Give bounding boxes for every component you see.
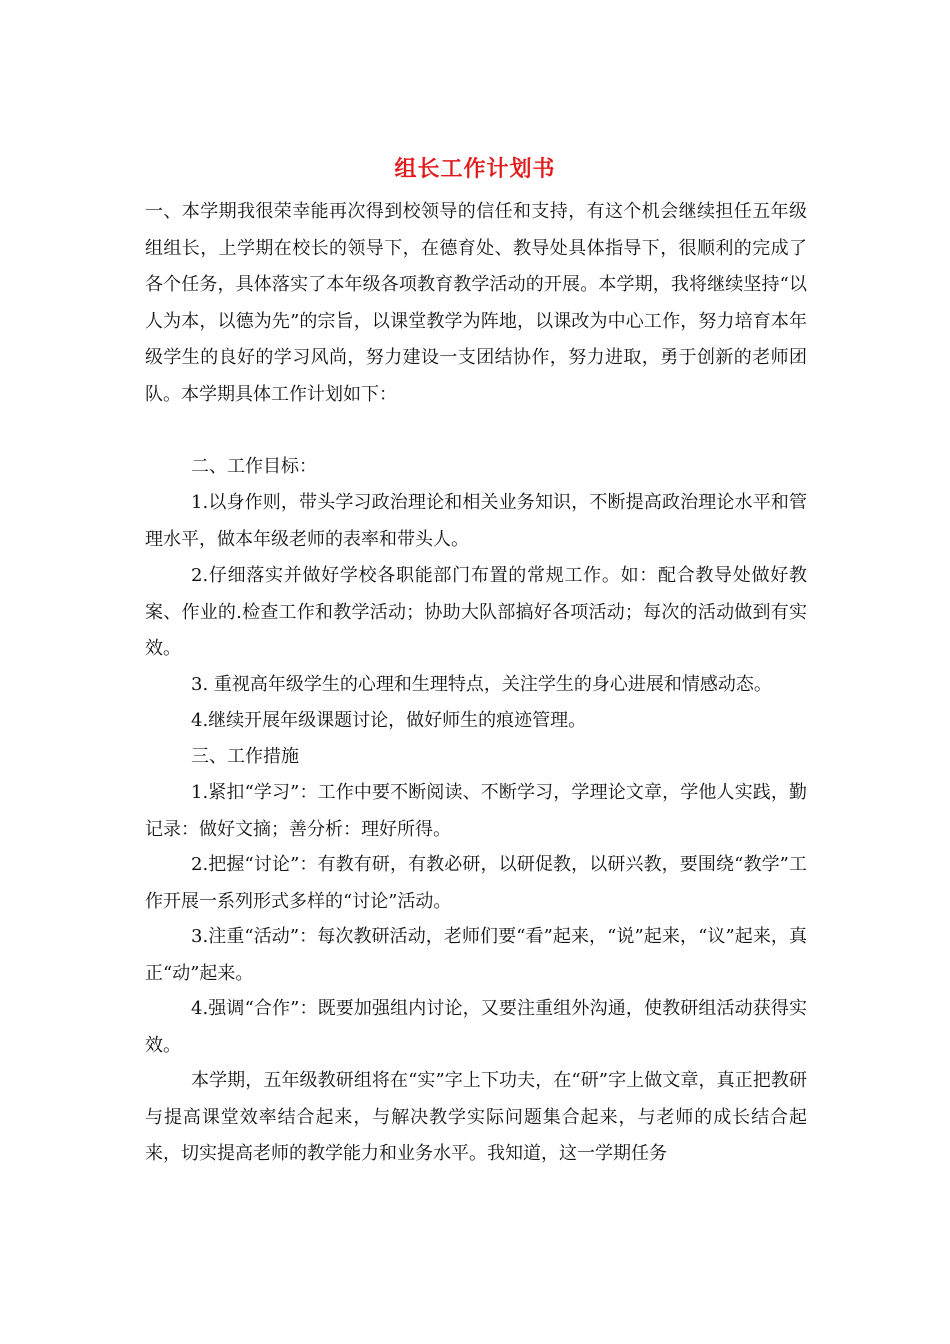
goal-item-4: 4.继续开展年级课题讨论，做好师生的痕迹管理。 [191, 710, 587, 731]
intro-paragraph: 一、本学期我很荣幸能再次得到校领导的信任和支持，有这个机会继续担任五年级组组长，上学期在校长的领导下，在德育处、教导处具体指导下，很顺利的完成了各个任务，具体落实了本年级各项教育教学活动的开展。本学期，我将继续坚持“以人为本，以德为先”的宗旨，以课堂教学为阵地，以课改为中心工作，努力培育本年级学生的良好的学习风尚，努力建设一支团结协作，努力进取，勇于创新的老师团队。本学期具体工作计划如下： [145, 201, 807, 405]
measure-item-3: 3.注重“活动”：每次教研活动，老师们要“看”起来，“说”起来，“议”起来，真正“动”起来。 [145, 926, 807, 984]
measure-item-4: 4.强调“合作”：既要加强组内讨论，又要注重组外沟通，使教研组活动获得实效。 [145, 998, 807, 1056]
goal-item-1: 1.以身作则，带头学习政治理论和相关业务知识，不断提高政治理论水平和管理水平，做本年级老师的表率和带头人。 [145, 492, 807, 550]
document-title: 组长工作计划书 [394, 156, 556, 182]
goal-item-3: 3. 重视高年级学生的心理和生理特点，关注学生的身心进展和情感动态。 [191, 674, 772, 695]
measure-item-1: 1.紧扣“学习”：工作中要不断阅读、不断学习，学理论文章，学他人实践，勤记录：做好文摘；善分析：理好所得。 [145, 782, 807, 840]
measure-item-2: 2.把握“讨论”：有教有研，有教必研，以研促教，以研兴教，要围绕“教学”工作开展一系列形式多样的“讨论”活动。 [145, 854, 807, 912]
section-heading-measures: 三、工作措施 [191, 746, 299, 767]
closing-paragraph: 本学期，五年级教研组将在“实”字上下功夫，在“研”字上做文章，真正把教研与提高课堂效率结合起来，与解决教学实际问题集合起来，与老师的成长结合起来，切实提高老师的教学能力和业务水平。我知道，这一学期任务 [145, 1070, 807, 1164]
goal-item-2: 2.仔细落实并做好学校各职能部门布置的常规工作。如：配合教导处做好教案、作业的.检查工作和教学活动；协助大队部搞好各项活动；每次的活动做到有实效。 [145, 565, 807, 659]
section-heading-goals: 二、工作目标： [191, 456, 317, 477]
